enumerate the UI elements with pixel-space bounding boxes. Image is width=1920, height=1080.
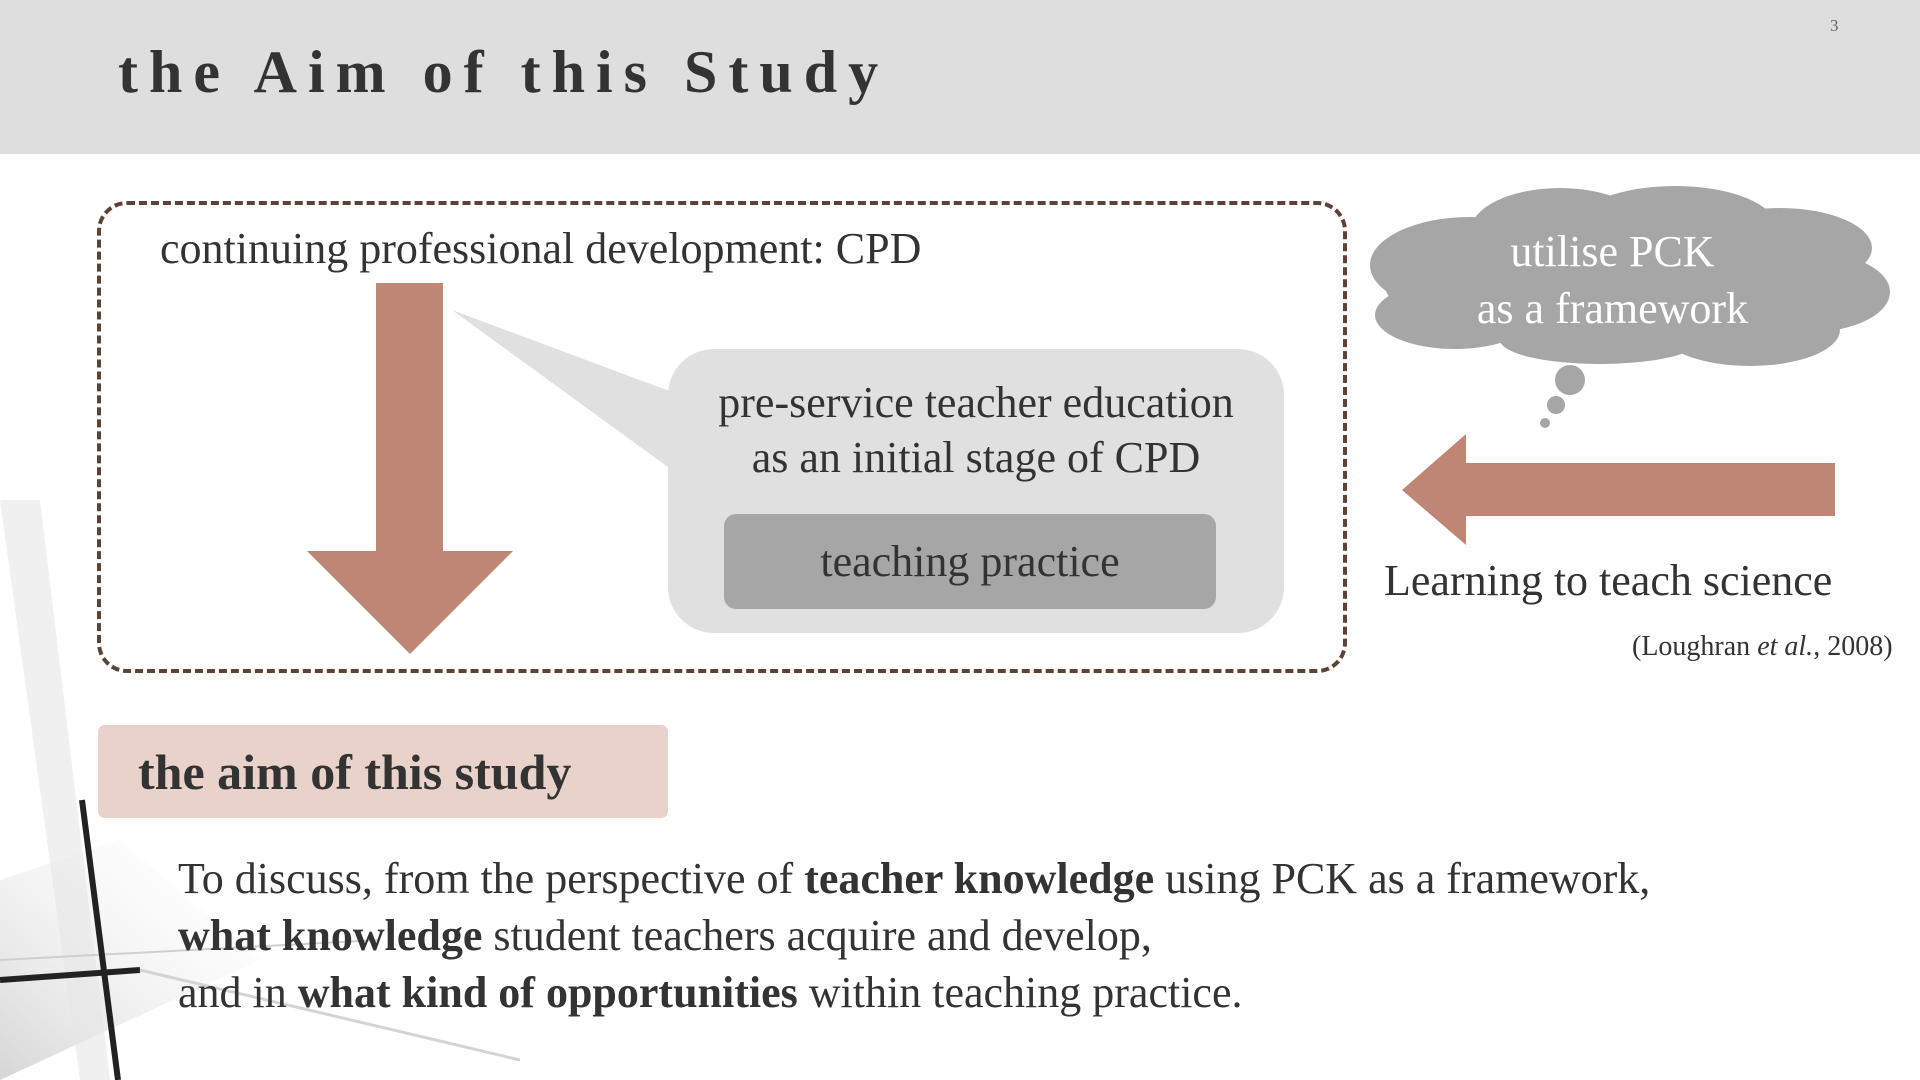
teaching-practice-box: teaching practice: [724, 514, 1216, 609]
aim-text-line2-post: student teachers acquire and develop,: [482, 911, 1152, 960]
preservice-line1: pre-service teacher education: [718, 378, 1234, 427]
aim-label-box: [98, 725, 668, 818]
citation-prefix: (Loughran: [1632, 631, 1758, 662]
slide-number: 3: [1830, 16, 1839, 35]
cpd-label: continuing professional development: CPD: [160, 224, 922, 273]
aim-text-line1-pre: To discuss, from the perspective of: [178, 854, 805, 903]
learning-label: Learning to teach science: [1384, 556, 1833, 605]
aim-text-line1-post: using PCK as a framework,: [1154, 854, 1651, 903]
callout-pointer: [452, 310, 672, 470]
aim-text-line3: [178, 967, 1243, 1018]
aim-text-line3-post: within teaching practice.: [797, 968, 1243, 1017]
preservice-line2: as an initial stage of CPD: [751, 433, 1201, 482]
aim-text-line3-bold: what kind of opportunities: [297, 968, 798, 1017]
aim-text-line2: [178, 910, 1152, 961]
citation-italic: et al.: [1757, 631, 1814, 662]
slide-title: the Aim of this Study: [118, 39, 890, 105]
aim-label: the aim of this study: [138, 743, 572, 800]
down-arrow-icon: [307, 283, 513, 654]
citation: [1632, 631, 1893, 663]
aim-text-line1-bold: teacher knowledge: [804, 854, 1155, 903]
cloud-line1: utilise PCK: [1510, 227, 1715, 276]
left-arrow-icon: [1402, 434, 1835, 545]
aim-text-line2-bold: what knowledge: [178, 911, 483, 960]
cloud-line2: as a framework: [1476, 284, 1749, 333]
citation-suffix: , 2008): [1813, 631, 1893, 662]
aim-text-line1: [178, 853, 1650, 904]
aim-text-line3-pre: and in: [178, 968, 298, 1017]
